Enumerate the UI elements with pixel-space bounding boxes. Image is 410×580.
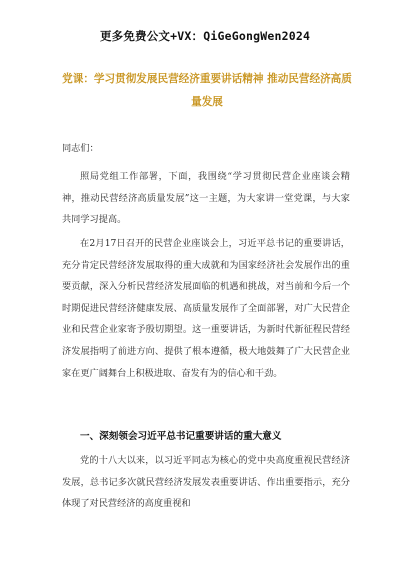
section-heading: 一、深刻领会习近平总书记重要讲话的重大意义 bbox=[80, 431, 282, 442]
document-title: 党课：学习贯彻发展民营经济重要讲话精神 推动民营经济高质量发展 bbox=[62, 73, 352, 108]
body-paragraph: 党的十八大以来，以习近平同志为核心的党中央高度重视民营经济发展，总书记多次就民营经济发展发表重要讲话、作出重要指示，充分体现了对民营经济的高度重视和 bbox=[62, 455, 350, 510]
watermark-header: 更多免费公文+VX：QiGeGongWen2024 bbox=[99, 29, 311, 43]
body-paragraph: 照局党组工作部署，下面，我围绕“学习贯彻民营企业座谈会精神，推动民营经济高质量发展”这一主题，为大家讲一堂党课，与大家共同学习提高。 bbox=[62, 171, 350, 226]
salutation: 同志们： bbox=[62, 143, 99, 154]
body-paragraph: 在2月17日召开的民营企业座谈会上，习近平总书记的重要讲话，充分肯定民营经济发展取得的重大成就和为国家经济社会发展作出的重要贡献，深入分析民营经济发展面临的机遇和挑战，对当前和今后一个时期促进民营经济健康发展、高质量发展作了全面部署，对广大民营企业和民营企业家寄予殷切期望。这一重要讲话，为新时代新征程民营经济发展指明了前进方向、提供了根本遵循，极大地鼓舞了广大民营企业家在更广阔舞台上积极进取、奋发有为的信心和干劲。 bbox=[62, 238, 350, 379]
